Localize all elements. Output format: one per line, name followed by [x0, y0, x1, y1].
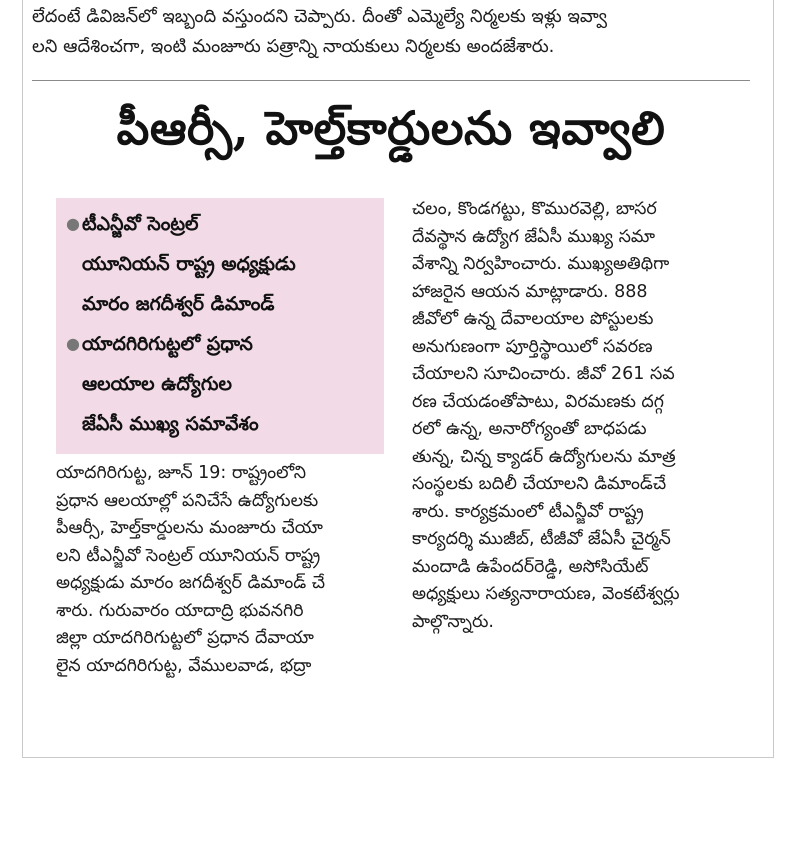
highlight-item	[66, 324, 376, 444]
highlight-line: యాదగిరిగుట్టలో ప్రధాన	[82, 333, 253, 355]
text-line: సంస్థలకు బదిలీ చేయాలని డిమాండ్‌చే	[412, 474, 667, 494]
dateline: యాదగిరిగుట్ట, జూన్ 19: రాష్ట్రంలోని	[56, 463, 307, 483]
text-line: కార్యదర్శి ముజీబ్, టీజీవో జేఏసీ చైర్మన్	[412, 529, 671, 549]
highlight-line: యూనియన్ రాష్ట్ర అధ్యక్షుడు	[82, 253, 296, 275]
article-column-right	[412, 196, 750, 636]
headline: పీఆర్సీ, హెల్త్‌కార్డులను ఇవ్వాలి	[116, 101, 666, 155]
text-line: పాల్గొన్నారు.	[412, 611, 494, 632]
text-line: తున్న, చిన్న క్యాడర్ ఉద్యోగులను మాత్ర	[412, 446, 676, 467]
text-line: లని ఆదేశించగా, ఇంటి మంజూరు పత్రాన్ని నాయకులు నిర్మలకు అందజేశారు.	[32, 36, 555, 57]
bullet-icon: ●	[66, 334, 80, 353]
highlight-line: ఆలయాల ఉద్యోగుల	[82, 373, 232, 395]
text-line: రలో ఉన్న, అనారోగ్యంతో బాధపడు	[412, 419, 647, 439]
highlight-line: జేఏసీ ముఖ్య సమావేశం	[82, 413, 259, 435]
highlights-box	[56, 198, 384, 454]
text-line: లైన యాదగిరిగుట్ట, వేములవాడ, భద్రా	[56, 655, 312, 676]
text-line: అధ్యక్షుడు మారం జగదీశ్వర్ డిమాండ్ చే	[56, 573, 326, 593]
text-line: హాజరైన ఆయన మాట్లాడారు. 888	[412, 281, 648, 302]
highlight-item	[66, 204, 376, 324]
text-line: జీవోలో ఉన్న దేవాలయాల పోస్టులకు	[412, 309, 654, 329]
highlight-line: టీఎన్జీవో సెంట్రల్	[82, 213, 199, 235]
previous-article-tail	[32, 2, 748, 62]
text-line: లని టీఎన్జీవో సెంట్రల్ యూనియన్ రాష్ట్ర	[56, 545, 321, 566]
article-column-left	[56, 460, 386, 680]
text-line: అధ్యక్షులు సత్యనారాయణ, వెంకటేశ్వర్లు	[412, 584, 680, 604]
text-line: చేయాలని సూచించారు. జీవో 261 సవ	[412, 364, 675, 384]
text-line: శారు. కార్యక్రమంలో టీఎన్జీవో రాష్ట్ర	[412, 501, 644, 522]
text-line: వేశాన్ని నిర్వహించారు. ముఖ్యఅతిథిగా	[412, 254, 670, 274]
highlight-line: మారం జగదీశ్వర్ డిమాండ్	[82, 293, 275, 315]
text-line: రణ చేయడంతోపాటు, విరమణకు దగ్గ	[412, 391, 664, 412]
text-line: ప్రధాన ఆలయాల్లో పనిచేసే ఉద్యోగులకు	[56, 490, 319, 511]
text-line: జిల్లా యాదగిరిగుట్టలో ప్రధాన దేవాయా	[56, 628, 314, 648]
text-line: చలం, కొండగట్టు, కొమురవెల్లి, బాసర	[412, 199, 657, 219]
text-line: శారు. గురువారం యాదాద్రి భువనగిరి	[56, 600, 304, 621]
section-divider	[32, 80, 750, 81]
bullet-icon: ●	[66, 214, 80, 233]
text-line: మందాడి ఉపేందర్‌రెడ్డి, అసోసియేట్	[412, 556, 649, 577]
text-line: పీఆర్సీ, హెల్త్‌కార్డులను మంజూరు చేయా	[56, 518, 323, 538]
text-line: లేదంటే డివిజన్‌లో ఇబ్బంది వస్తుందని చెప్పారు. దీంతో ఎమ్మెల్యే నిర్మలకు ఇళ్లు ఇవ్వా	[32, 6, 607, 27]
text-line: దేవస్థాన ఉద్యోగ జేఏసీ ముఖ్య సమా	[412, 226, 656, 247]
text-line: అనుగుణంగా పూర్తిస్థాయిలో సవరణ	[412, 336, 653, 357]
